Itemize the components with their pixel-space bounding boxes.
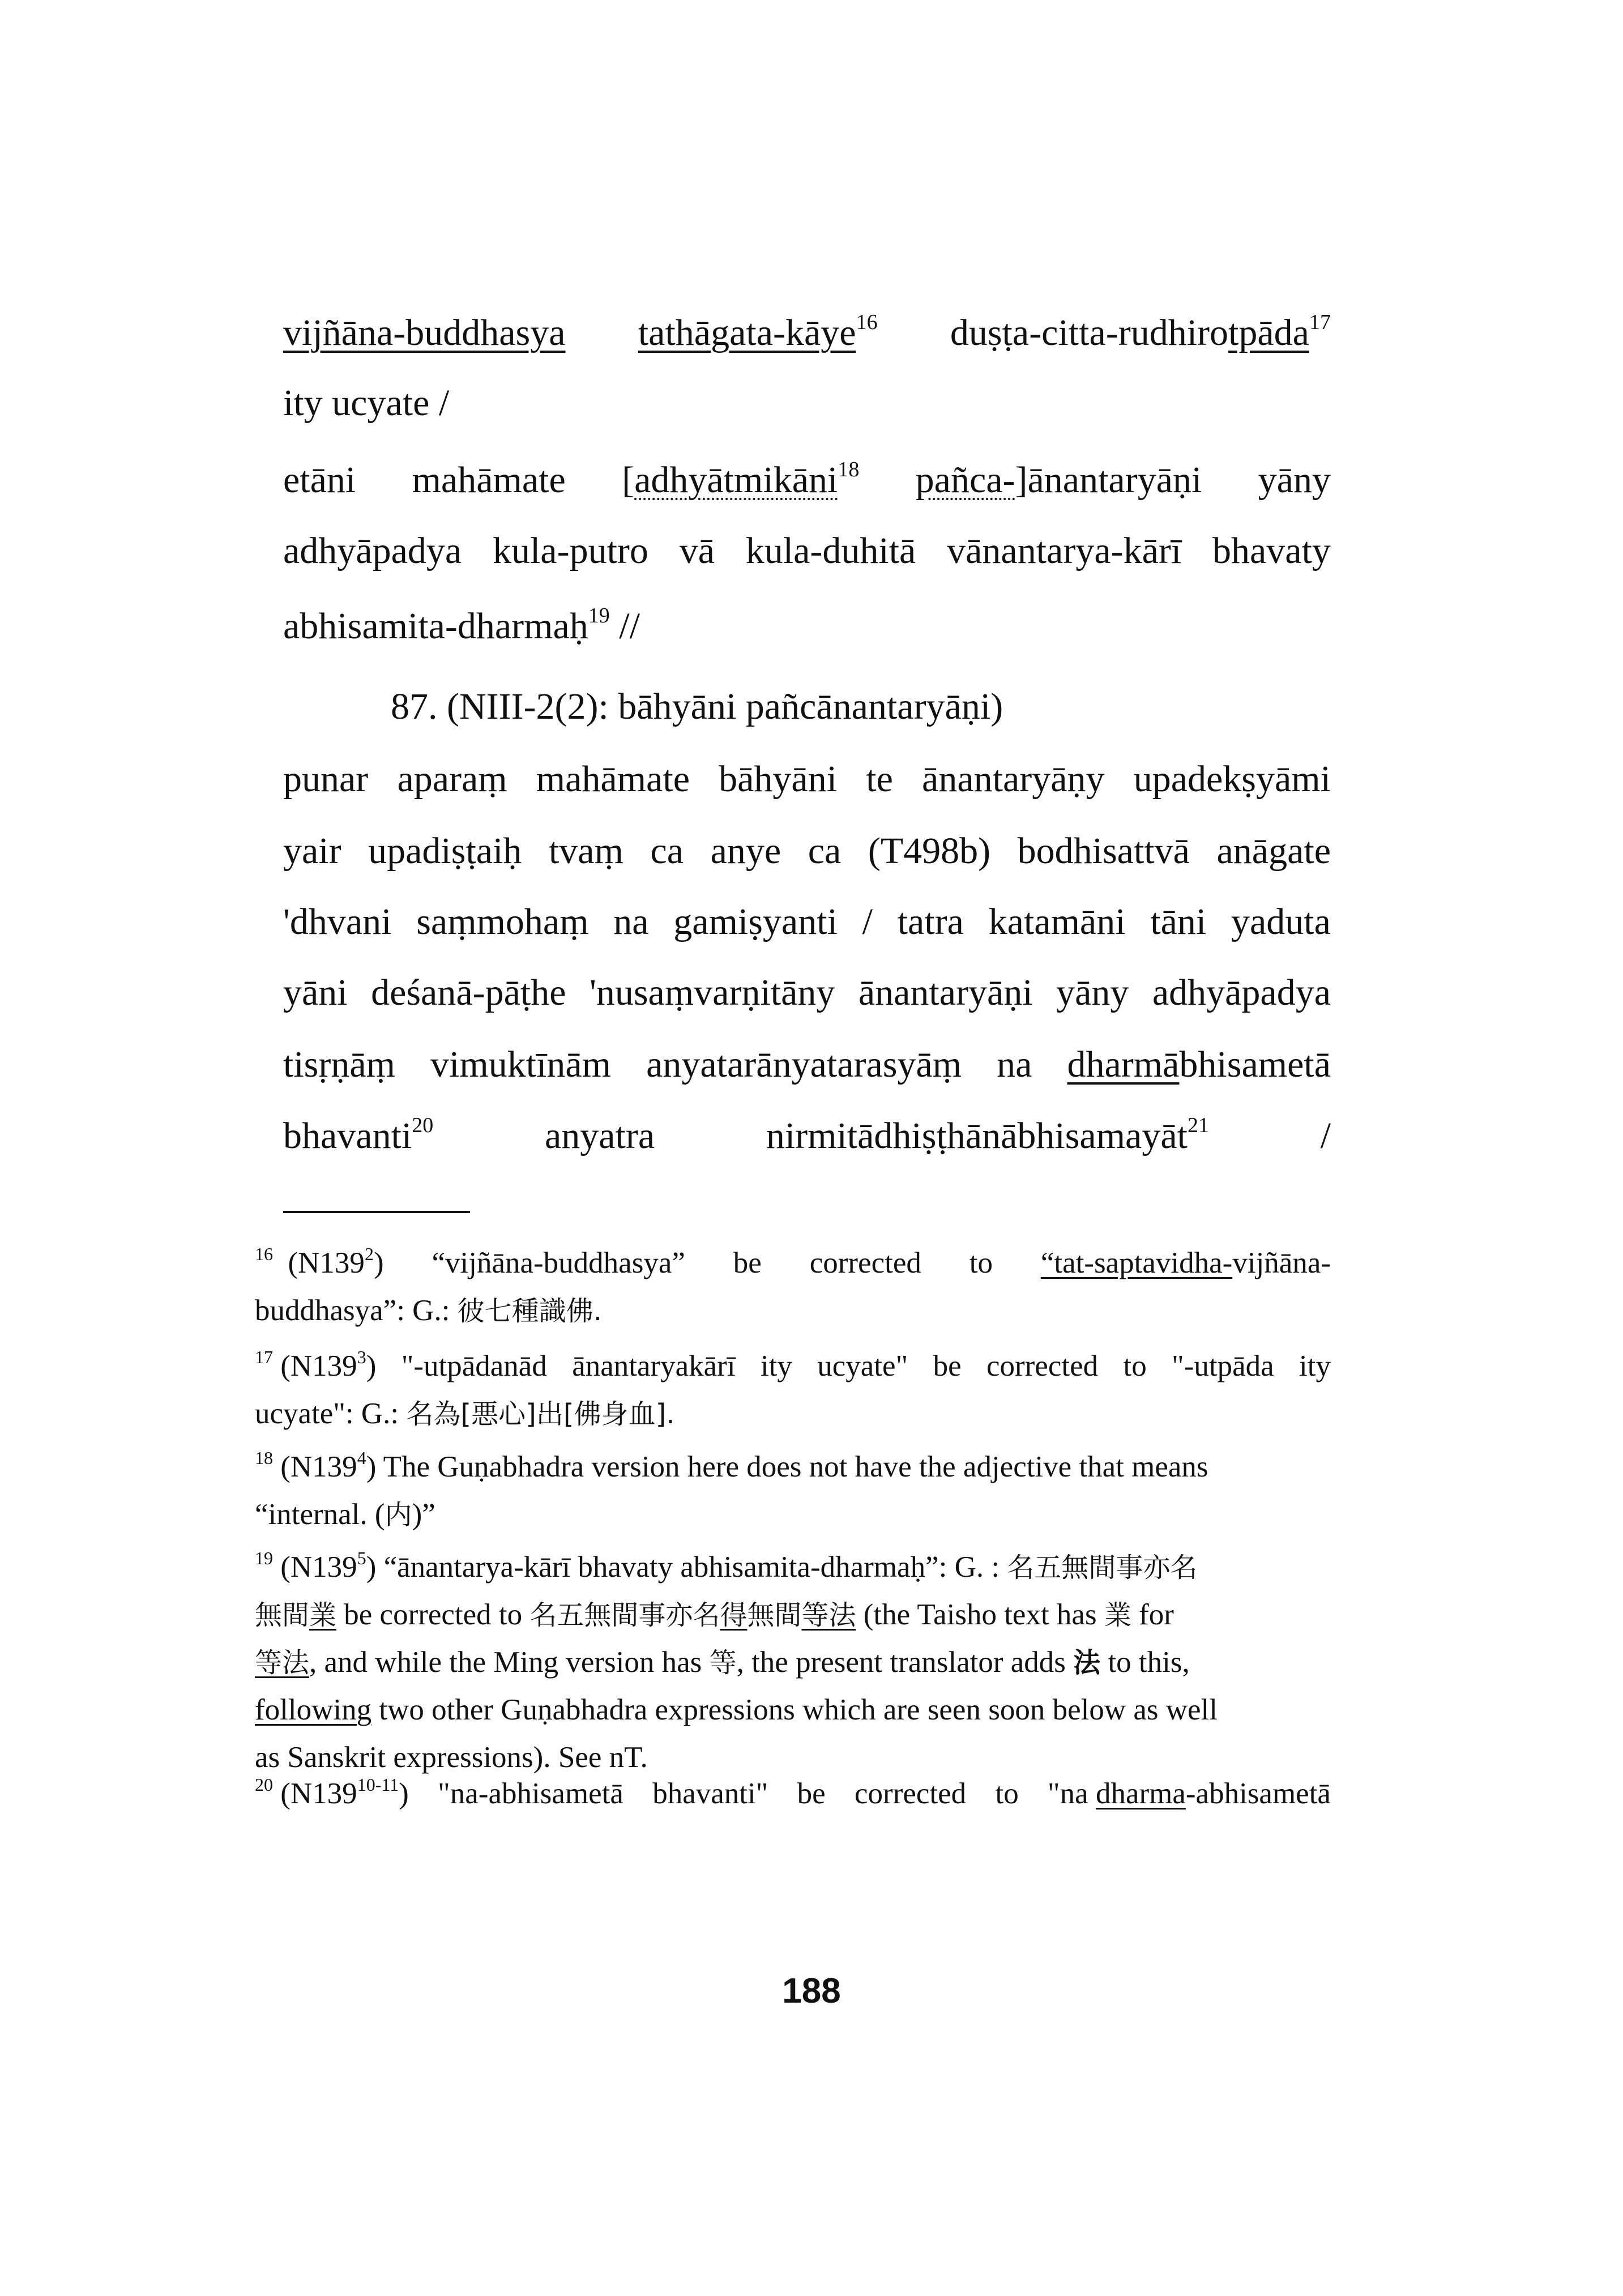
text-line-6: punar aparaṃ mahāmate bāhyāni te ānantaryāṇy upadekṣyāmi: [283, 758, 1331, 800]
section-heading: 87. (NIII-2(2): bāhyāni pañcānantaryāṇi): [391, 686, 1003, 727]
text-line-5: abhisamita-dharmaḥ$^{19}$ //: [283, 604, 640, 647]
text-line-4: adhyāpadya kula-putro vā kula-duhitā vānantarya-kārī bhavaty: [283, 530, 1331, 571]
text-line-8: 'dhvani saṃmohaṃ na gamiṣyanti / tatra katamāni tāni yaduta: [283, 901, 1331, 942]
text-line-10: tisṛṇāṃ vimuktīnām anyatarānyatarasyāṃ na dharmābhisametā: [283, 1044, 1331, 1085]
footnote-16: $^{16}$ $(N139^2)$ “vijñāna-buddhasya” be corrected to “tat-saptavidha-vijñāna- buddhasya”: G.: 彼七種識佛.: [255, 1244, 1331, 1327]
text-line-7: yair upadiṣṭaiḥ tvaṃ ca anye ca (T498b) bodhisattvā anāgate: [283, 830, 1331, 872]
text-line-1: vijñāna-buddhasya tathāgata-kāye$^{16}$ duṣṭa-citta-rudhirotpāda$^{17}$: [283, 310, 1331, 353]
footnote-17: $^{17}$ $(N139^3)$ "-utpādanād ānantaryakārī ity ucyate" be corrected to "-utpāda ity ucyate": G.: 名為[悪心]出[佛身血].: [255, 1347, 1331, 1430]
text-line-11: bhavanti$^{20}$ anyatra nirmitādhiṣṭhānābhisamayāt$^{21}$ /: [283, 1113, 1331, 1156]
text-line-3: etāni mahāmate [adhyātmikāni$^{18}$ pañca-]ānantaryāṇi yāny: [283, 458, 1331, 501]
footnote-18: $^{18}$ $(N139^4)$ The Guṇabhadra version here does not have the adjective that means “internal. (内)”: [255, 1448, 1208, 1531]
text-line-9: yāni deśanā-pāṭhe 'nusaṃvarṇitāny ānantaryāṇi yāny adhyāpadya: [283, 972, 1331, 1013]
footnote-separator: [283, 1211, 470, 1213]
page-number: 188: [782, 1971, 841, 2011]
footnote-20: $^{20}$ (N139$^{10-11}$) "na-abhisametā bhavanti" be corrected to "na dharma-abhisametā: [255, 1774, 1331, 1810]
text-line-2: ity ucyate /: [283, 382, 450, 424]
footnote-19: $^{19}$ $(N139^5)$ “ānantarya-kārī bhavaty abhisamita-dharmaḥ”: G. : 名五無間事亦名 無間業 be corrected to 名五無間事亦名得無間等法 (the Taisho text has 業 for 等法, and while the Ming version has 等, the present translator adds 法 to this, following two other Guṇabhadra expressions which are seen soon below as well as Sanskrit expressions). See nT.: [255, 1548, 1218, 1774]
